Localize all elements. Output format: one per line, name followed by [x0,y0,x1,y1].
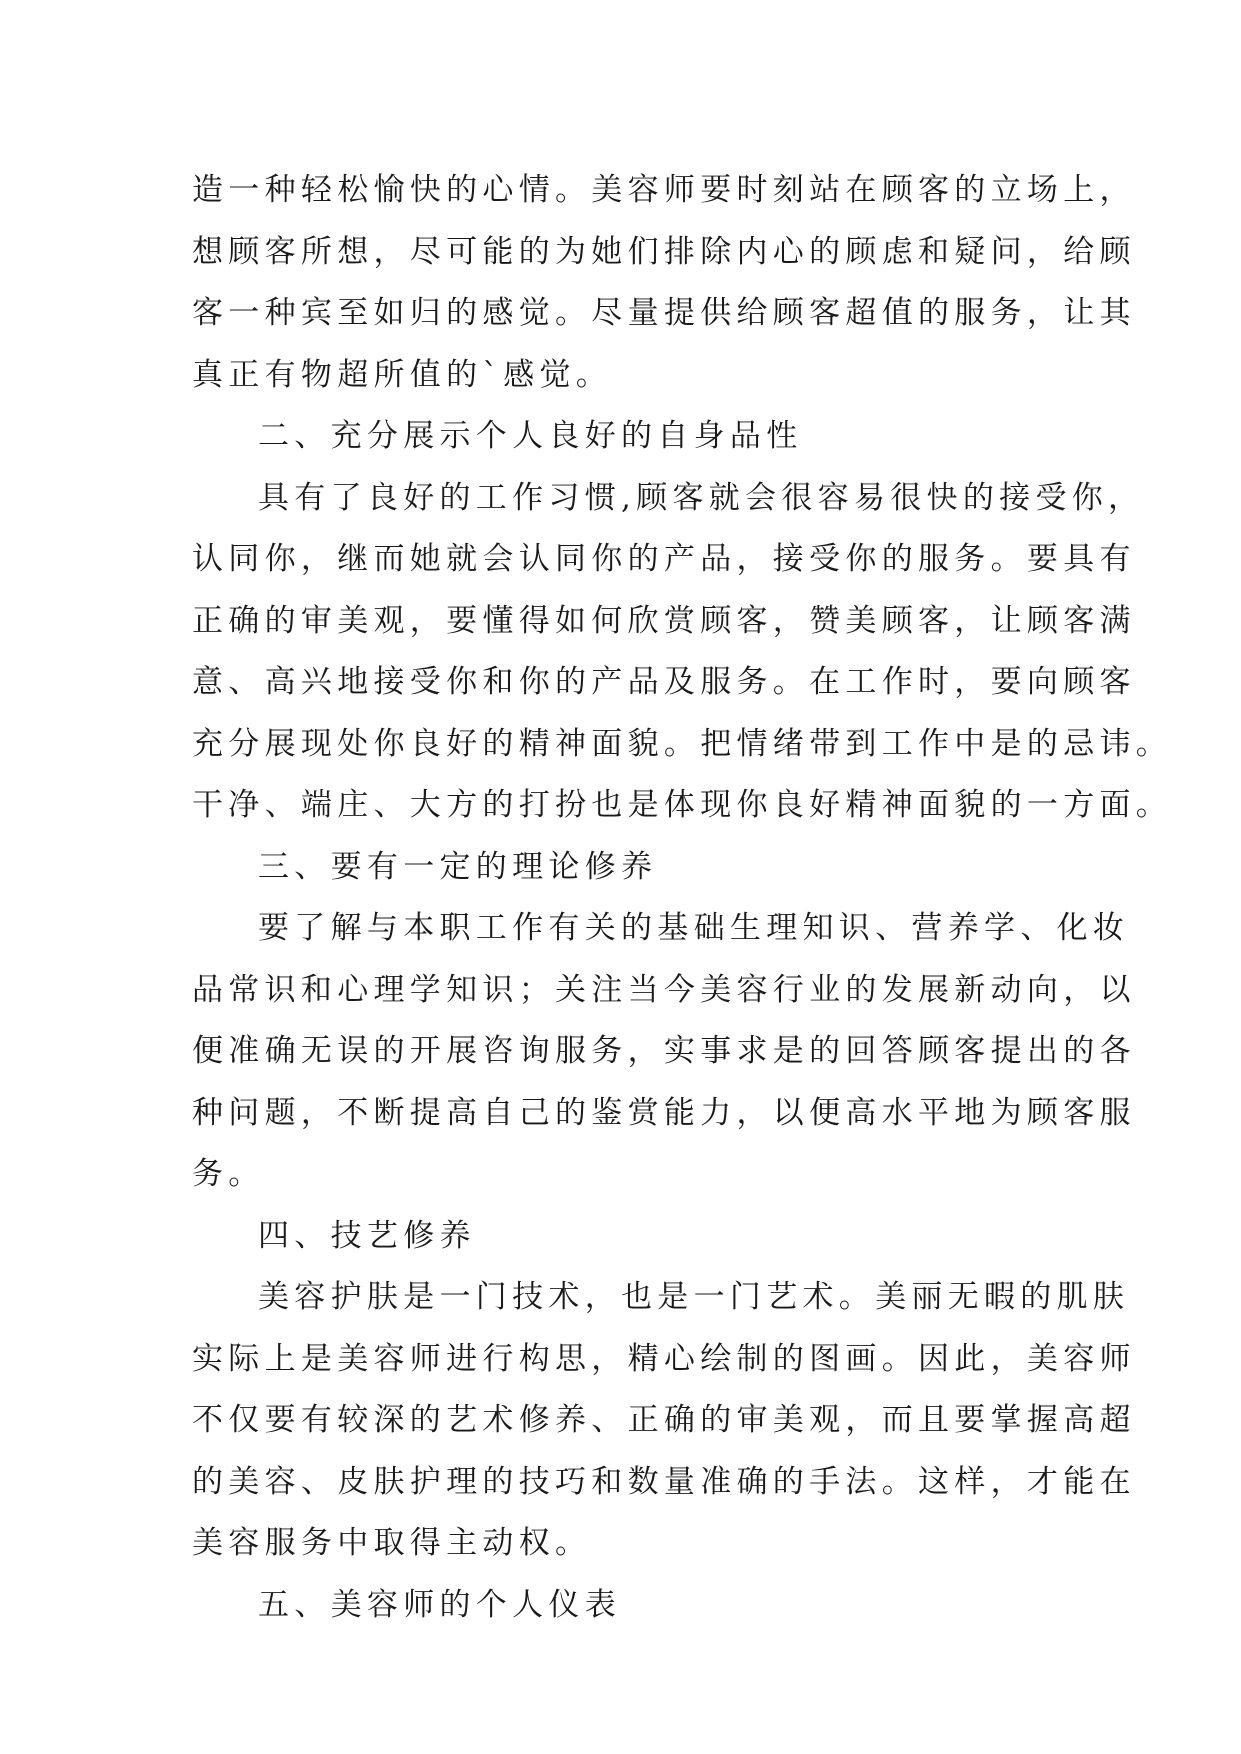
paragraph-line: 充分展现处你良好的精神面貌。把情绪带到工作中是的忌讳。 [192,725,1173,762]
paragraph-line: 不仅要有较深的艺术修养、正确的审美观，而且要掌握高超 [192,1402,1136,1438]
paragraph-line: 意、高兴地接受你和你的产品及服务。在工作时，要向顾客 [192,664,1136,700]
paragraph-line: 造一种轻松愉快的心情。美容师要时刻站在顾客的立场上， [192,172,1136,208]
paragraph-line: 美容服务中取得主动权。 [192,1525,592,1561]
paragraph-line: 美容护肤是一门技术，也是一门艺术。美丽无暇的肌肤 [258,1279,1130,1315]
section-heading: 三、要有一定的理论修养 [258,848,658,885]
paragraph-line: 客一种宾至如归的感觉。尽量提供给顾客超值的服务，让其 [192,295,1136,331]
paragraph-line: 认同你，继而她就会认同你的产品，接受你的服务。要具有 [192,541,1136,577]
paragraph-line: 干净、端庄、大方的打扮也是体现你良好精神面貌的一方面。 [192,787,1173,823]
paragraph-line: 真正有物超所值的`感觉。 [192,356,613,393]
paragraph-line: 实际上是美容师进行构思，精心绘制的图画。因此，美容师 [192,1340,1136,1377]
paragraph-line: 便准确无误的开展咨询服务，实事求是的回答顾客提出的各 [192,1033,1136,1069]
document-page [192,160,1173,1636]
document-body [192,160,1173,1636]
section-heading: 二、充分展示个人良好的自身品性 [258,418,803,454]
paragraph-line: 要了解与本职工作有关的基础生理知识、营养学、化妆 [258,910,1130,946]
paragraph-line: 的美容、皮肤护理的技巧和数量准确的手法。这样，才能在 [192,1463,1136,1500]
paragraph-line: 想顾客所想，尽可能的为她们排除内心的顾虑和疑问，给顾 [192,233,1136,270]
section-heading: 四、技艺修养 [258,1217,476,1254]
paragraph-line: 种问题，不断提高自己的鉴赏能力，以便高水平地为顾客服 [192,1094,1136,1131]
section-heading: 五、美容师的个人仪表 [258,1586,621,1623]
paragraph-line: 具有了良好的工作习惯,顾客就会很容易很快的接受你， [258,479,1145,516]
paragraph-line: 务。 [192,1156,265,1192]
paragraph-line: 正确的审美观，要懂得如何欣赏顾客，赞美顾客，让顾客满 [192,602,1136,639]
paragraph-line: 品常识和心理学知识；关注当今美容行业的发展新动向，以 [192,971,1136,1008]
